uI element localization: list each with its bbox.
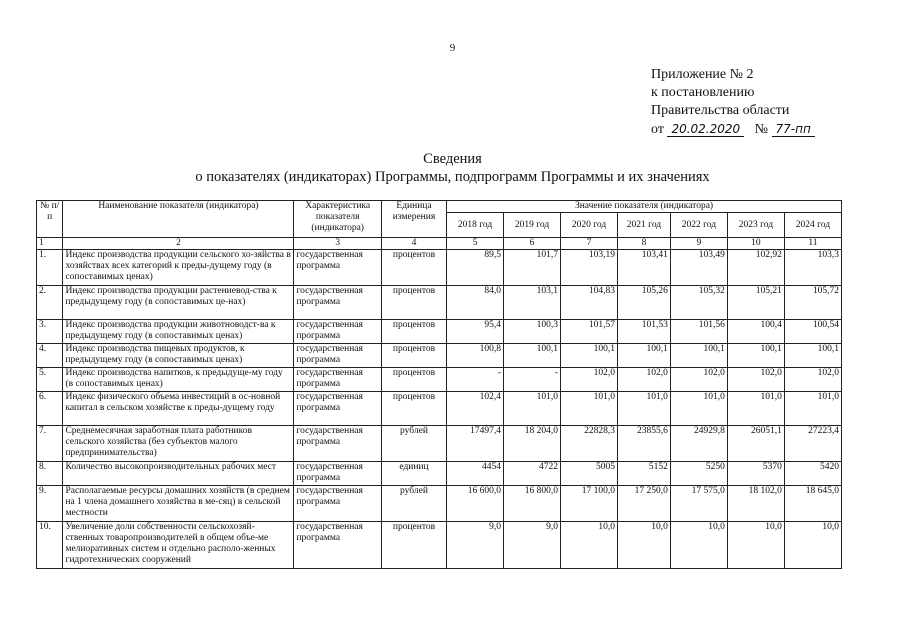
indicator-value: 17497,4 [447,426,504,462]
row-number: 9. [37,486,63,522]
indicator-value: 4454 [447,462,504,486]
indicator-value: 10,0 [561,522,618,569]
indicator-value: 100,54 [784,320,841,344]
indicator-name: Среднемесячная заработная плата работников сельского хозяйства (без субъектов малого предпринимательства) [63,426,294,462]
column-index: 9 [670,238,727,250]
indicator-value: 5250 [670,462,727,486]
header-type: Характеристика показателя (индикатора) [294,201,382,238]
indicator-value: 100,1 [561,344,618,368]
row-number: 7. [37,426,63,462]
column-index-row [37,238,842,250]
indicator-value: 10,0 [618,522,671,569]
indicator-value: 105,32 [670,286,727,320]
indicator-type: государственная программа [294,286,382,320]
header-year: 2020 год [561,213,618,238]
column-index: 6 [504,238,561,250]
indicator-unit: процентов [381,368,446,392]
indicator-name: Индекс производства продукции животноводст-ва к предыдущему году (в сопоставимых ценах) [63,320,294,344]
indicator-unit: единиц [381,462,446,486]
indicator-value: - [447,368,504,392]
indicator-type: государственная программа [294,462,382,486]
row-number: 10. [37,522,63,569]
indicator-value: 101,0 [561,392,618,426]
appendix-block [651,66,815,139]
indicator-name: Увеличение доли собственности сельскохозяй-ственных товаропроизводителей в общем объе-ме мелиоративных систем и отдельно располо-женных гидротехнических сооружений [63,522,294,569]
indicator-type: государственная программа [294,320,382,344]
indicator-value: 103,19 [561,250,618,286]
number-prefix: № [754,122,769,137]
header-values: Значение показателя (индикатора) [447,201,842,213]
indicator-value: 103,1 [504,286,561,320]
indicator-value: 5370 [727,462,784,486]
indicator-value: 105,26 [618,286,671,320]
indicator-value: 100,8 [447,344,504,368]
row-number: 1. [37,250,63,286]
column-index: 2 [63,238,294,250]
table-row [37,368,842,392]
header-year: 2019 год [504,213,561,238]
header-year: 2023 год [727,213,784,238]
indicator-value: 100,1 [504,344,561,368]
indicator-value: 103,41 [618,250,671,286]
row-number: 5. [37,368,63,392]
indicator-value: 100,4 [727,320,784,344]
indicator-value: 24929,8 [670,426,727,462]
row-number: 3. [37,320,63,344]
indicator-name: Индекс производства пищевых продуктов, к предыдущему году (в сопоставимых ценах) [63,344,294,368]
column-index: 10 [727,238,784,250]
table-body [37,250,842,569]
header-year: 2022 год [670,213,727,238]
column-index: 4 [381,238,446,250]
indicator-value: 18 102,0 [727,486,784,522]
indicator-value: 101,0 [784,392,841,426]
indicator-value: 103,49 [670,250,727,286]
indicator-unit: рублей [381,426,446,462]
indicator-value: 102,0 [561,368,618,392]
title-line-2: о показателях (индикаторах) Программы, подпрограмм Программы и их значениях [195,169,710,185]
column-index: 1 [37,238,63,250]
appendix-line-2: к постановлению [651,85,755,100]
indicator-value: 102,4 [447,392,504,426]
table-row [37,426,842,462]
table-row [37,320,842,344]
column-index: 11 [784,238,841,250]
table-row [37,522,842,569]
indicator-value: 105,72 [784,286,841,320]
header-name: Наименование показателя (индикатора) [63,201,294,238]
indicator-value: 95,4 [447,320,504,344]
header-year: 2021 год [618,213,671,238]
column-index: 7 [561,238,618,250]
indicator-unit: процентов [381,286,446,320]
date-prefix: от [651,122,664,137]
indicator-unit: процентов [381,392,446,426]
indicator-value: 101,0 [618,392,671,426]
column-index: 8 [618,238,671,250]
table-row [37,344,842,368]
indicator-value: 23855,6 [618,426,671,462]
appendix-date-line [651,120,815,139]
indicator-value: 103,3 [784,250,841,286]
indicator-name: Количество высокопроизводительных рабочих мест [63,462,294,486]
indicator-type: государственная программа [294,426,382,462]
indicator-value: 101,53 [618,320,671,344]
table-row [37,392,842,426]
indicator-value: 10,0 [784,522,841,569]
column-index: 5 [447,238,504,250]
indicator-value: 101,7 [504,250,561,286]
indicator-unit: процентов [381,320,446,344]
indicator-value: 101,0 [727,392,784,426]
indicator-value: 4722 [504,462,561,486]
indicator-unit: рублей [381,486,446,522]
table-row [37,286,842,320]
row-number: 6. [37,392,63,426]
header-num: № п/п [37,201,63,238]
page-number: 9 [449,42,456,54]
indicator-value: - [504,368,561,392]
indicator-unit: процентов [381,344,446,368]
indicators-table [36,200,842,569]
table-row [37,462,842,486]
indicator-value: 9,0 [447,522,504,569]
indicator-value: 102,92 [727,250,784,286]
indicator-value: 84,0 [447,286,504,320]
indicator-value: 100,1 [670,344,727,368]
indicator-value: 5152 [618,462,671,486]
indicator-value: 5420 [784,462,841,486]
appendix-line-1: Приложение № 2 [651,67,754,82]
indicator-value: 10,0 [727,522,784,569]
indicator-unit: процентов [381,522,446,569]
indicator-value: 100,1 [784,344,841,368]
indicator-value: 101,56 [670,320,727,344]
indicator-name: Индекс физического объема инвестиций в ос-новной капитал в сельском хозяйстве к преды-дущему году [63,392,294,426]
indicator-value: 17 575,0 [670,486,727,522]
indicator-value: 16 600,0 [447,486,504,522]
indicator-value: 5005 [561,462,618,486]
indicator-value: 102,0 [618,368,671,392]
indicator-type: государственная программа [294,522,382,569]
indicator-value: 101,0 [670,392,727,426]
indicator-name: Индекс производства продукции растениевод-ства к предыдущему году (в сопоставимых це-нах) [63,286,294,320]
indicator-name: Индекс производства напитков, к предыдуще-му году (в сопоставимых ценах) [63,368,294,392]
indicator-value: 101,57 [561,320,618,344]
indicator-value: 101,0 [504,392,561,426]
indicator-type: государственная программа [294,344,382,368]
indicator-unit: процентов [381,250,446,286]
indicator-name: Располагаемые ресурсы домашних хозяйств (в среднем на 1 члена домашнего хозяйства в ме-сяц) в сельской местности [63,486,294,522]
header-year: 2024 год [784,213,841,238]
indicator-value: 18 204,0 [504,426,561,462]
indicator-value: 18 645,0 [784,486,841,522]
indicator-value: 9,0 [504,522,561,569]
indicator-value: 22828,3 [561,426,618,462]
indicator-type: государственная программа [294,368,382,392]
table-row [37,486,842,522]
appendix-line-3: Правительства области [651,103,790,118]
indicator-type: государственная программа [294,486,382,522]
indicator-name: Индекс производства продукции сельского хо-зяйства в хозяйствах всех категорий к преды-дущему году (в сопоставимых ценах) [63,250,294,286]
indicator-value: 89,5 [447,250,504,286]
indicator-value: 16 800,0 [504,486,561,522]
title-line-1: Сведения [423,151,482,167]
indicator-value: 26051,1 [727,426,784,462]
header-unit: Единица измерения [381,201,446,238]
indicator-value: 102,0 [727,368,784,392]
row-number: 8. [37,462,63,486]
indicator-type: государственная программа [294,392,382,426]
indicator-value: 105,21 [727,286,784,320]
table-row [37,250,842,286]
indicator-value: 102,0 [784,368,841,392]
header-year: 2018 год [447,213,504,238]
row-number: 4. [37,344,63,368]
indicator-value: 102,0 [670,368,727,392]
indicator-value: 10,0 [670,522,727,569]
indicator-value: 17 100,0 [561,486,618,522]
indicator-value: 100,1 [727,344,784,368]
indicator-value: 100,3 [504,320,561,344]
document-title [0,150,905,186]
decree-date: 20.02.2020 [667,122,744,137]
indicator-value: 17 250,0 [618,486,671,522]
indicator-value: 104,83 [561,286,618,320]
row-number: 2. [37,286,63,320]
indicator-type: государственная программа [294,250,382,286]
decree-number: 77-пп [772,122,815,137]
indicator-value: 100,1 [618,344,671,368]
indicator-value: 27223,4 [784,426,841,462]
column-index: 3 [294,238,382,250]
header-row [37,201,842,213]
